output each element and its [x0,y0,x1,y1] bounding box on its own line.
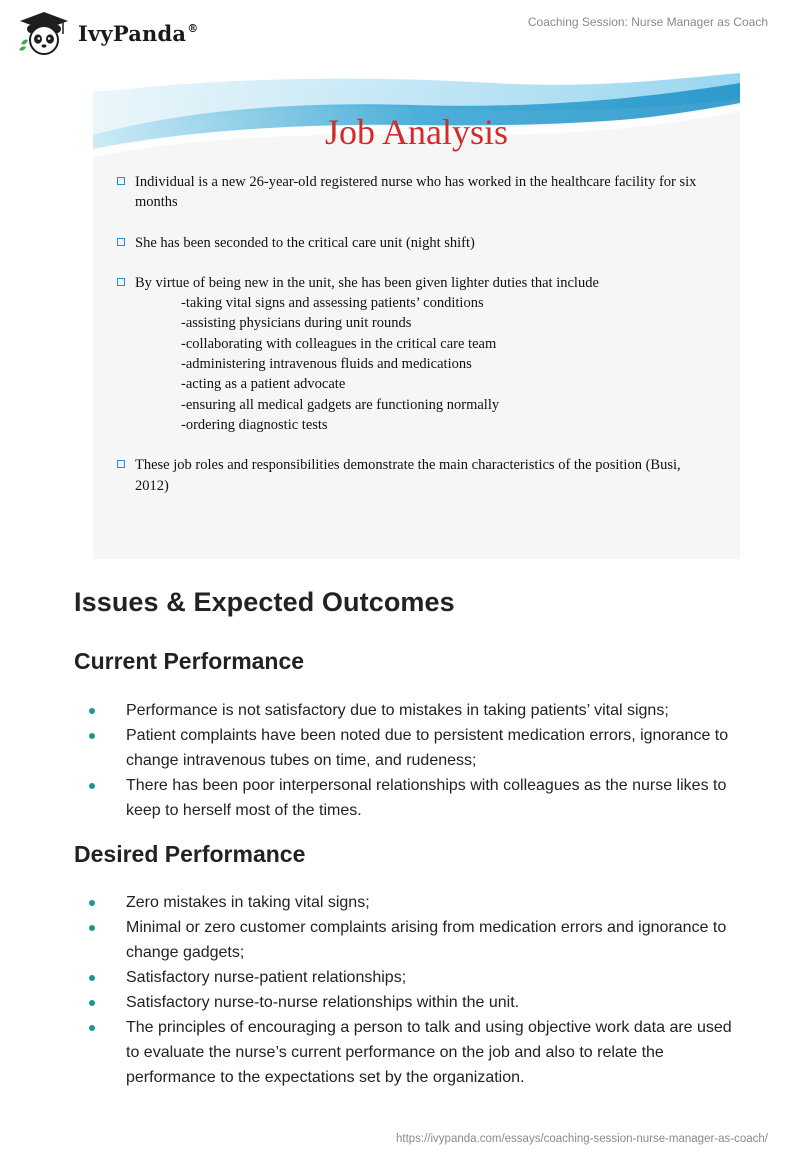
document-title: Coaching Session: Nurse Manager as Coach [527,15,768,29]
list-item: There has been poor interpersonal relationships with colleagues as the nurse likes to keep to herself most of the times. [74,773,734,823]
slide-bullet: By virtue of being new in the unit, she has been given lighter duties that include [117,273,717,293]
list-item: Satisfactory nurse-patient relationships; [74,965,734,990]
ivypanda-logo[interactable] [16,10,198,56]
list-item: Zero mistakes in taking vital signs; [74,890,734,915]
checkbox-bullet-icon [117,460,125,468]
list-item: Performance is not satisfactory due to mistakes in taking patients’ vital signs; [74,698,734,723]
bullet-dot-icon [89,708,95,714]
checkbox-bullet-icon [117,238,125,246]
duty-item: -collaborating with colleagues in the critical care team [181,335,497,352]
site-header [0,0,800,60]
duty-item: -assisting physicians during unit rounds [181,315,412,332]
bullet-dot-icon [89,900,95,906]
slide-bullet: Individual is a new 26-year-old registered nurse who has worked in the healthcare facility for six months [117,172,717,213]
slide-bullet: These job roles and responsibilities demonstrate the main characteristics of the position (Busi, 2012) [117,455,717,496]
duty-item: -ensuring all medical gadgets are functioning normally [181,396,500,413]
desired-performance-heading: Desired Performance [74,841,306,867]
bullet-dot-icon [89,925,95,931]
section-heading: Issues & Expected Outcomes [74,587,455,617]
bullet-dot-icon [89,783,95,789]
duty-item: -acting as a patient advocate [181,376,346,393]
panda-graduate-icon [16,10,72,56]
duty-item: -taking vital signs and assessing patients’ conditions [181,295,484,312]
slide-title: Job Analysis [324,112,509,152]
source-url[interactable]: https://ivypanda.com/essays/coaching-session-nurse-manager-as-coach/ [395,1133,768,1145]
current-performance-heading: Current Performance [74,648,305,674]
bullet-dot-icon [89,733,95,739]
current-performance-list [74,698,734,823]
slide-bullet: She has been seconded to the critical care unit (night shift) [117,233,717,253]
bullet-dot-icon [89,1025,95,1031]
bullet-dot-icon [89,1000,95,1006]
checkbox-bullet-icon [117,177,125,185]
checkbox-bullet-icon [117,278,125,286]
slide-image [93,73,740,559]
list-item: The principles of encouraging a person to talk and using objective work data are used to evaluate the nurse’s current performance on the job and also to relate the performance to the expectations set by the organization. [74,1015,734,1090]
desired-performance-list [74,890,734,1090]
duty-item: -administering intravenous fluids and medications [181,356,472,373]
list-item: Patient complaints have been noted due to persistent medication errors, ignorance to change intravenous tubes on time, and rudeness; [74,723,734,773]
brand-name: IvyPanda® [78,20,199,46]
duty-item: -ordering diagnostic tests [181,416,328,433]
slide-bullet-list [117,172,717,496]
bullet-dot-icon [89,975,95,981]
list-item: Satisfactory nurse-to-nurse relationships within the unit. [74,990,734,1015]
list-item: Minimal or zero customer complaints arising from medication errors and ignorance to change gadgets; [74,915,734,965]
